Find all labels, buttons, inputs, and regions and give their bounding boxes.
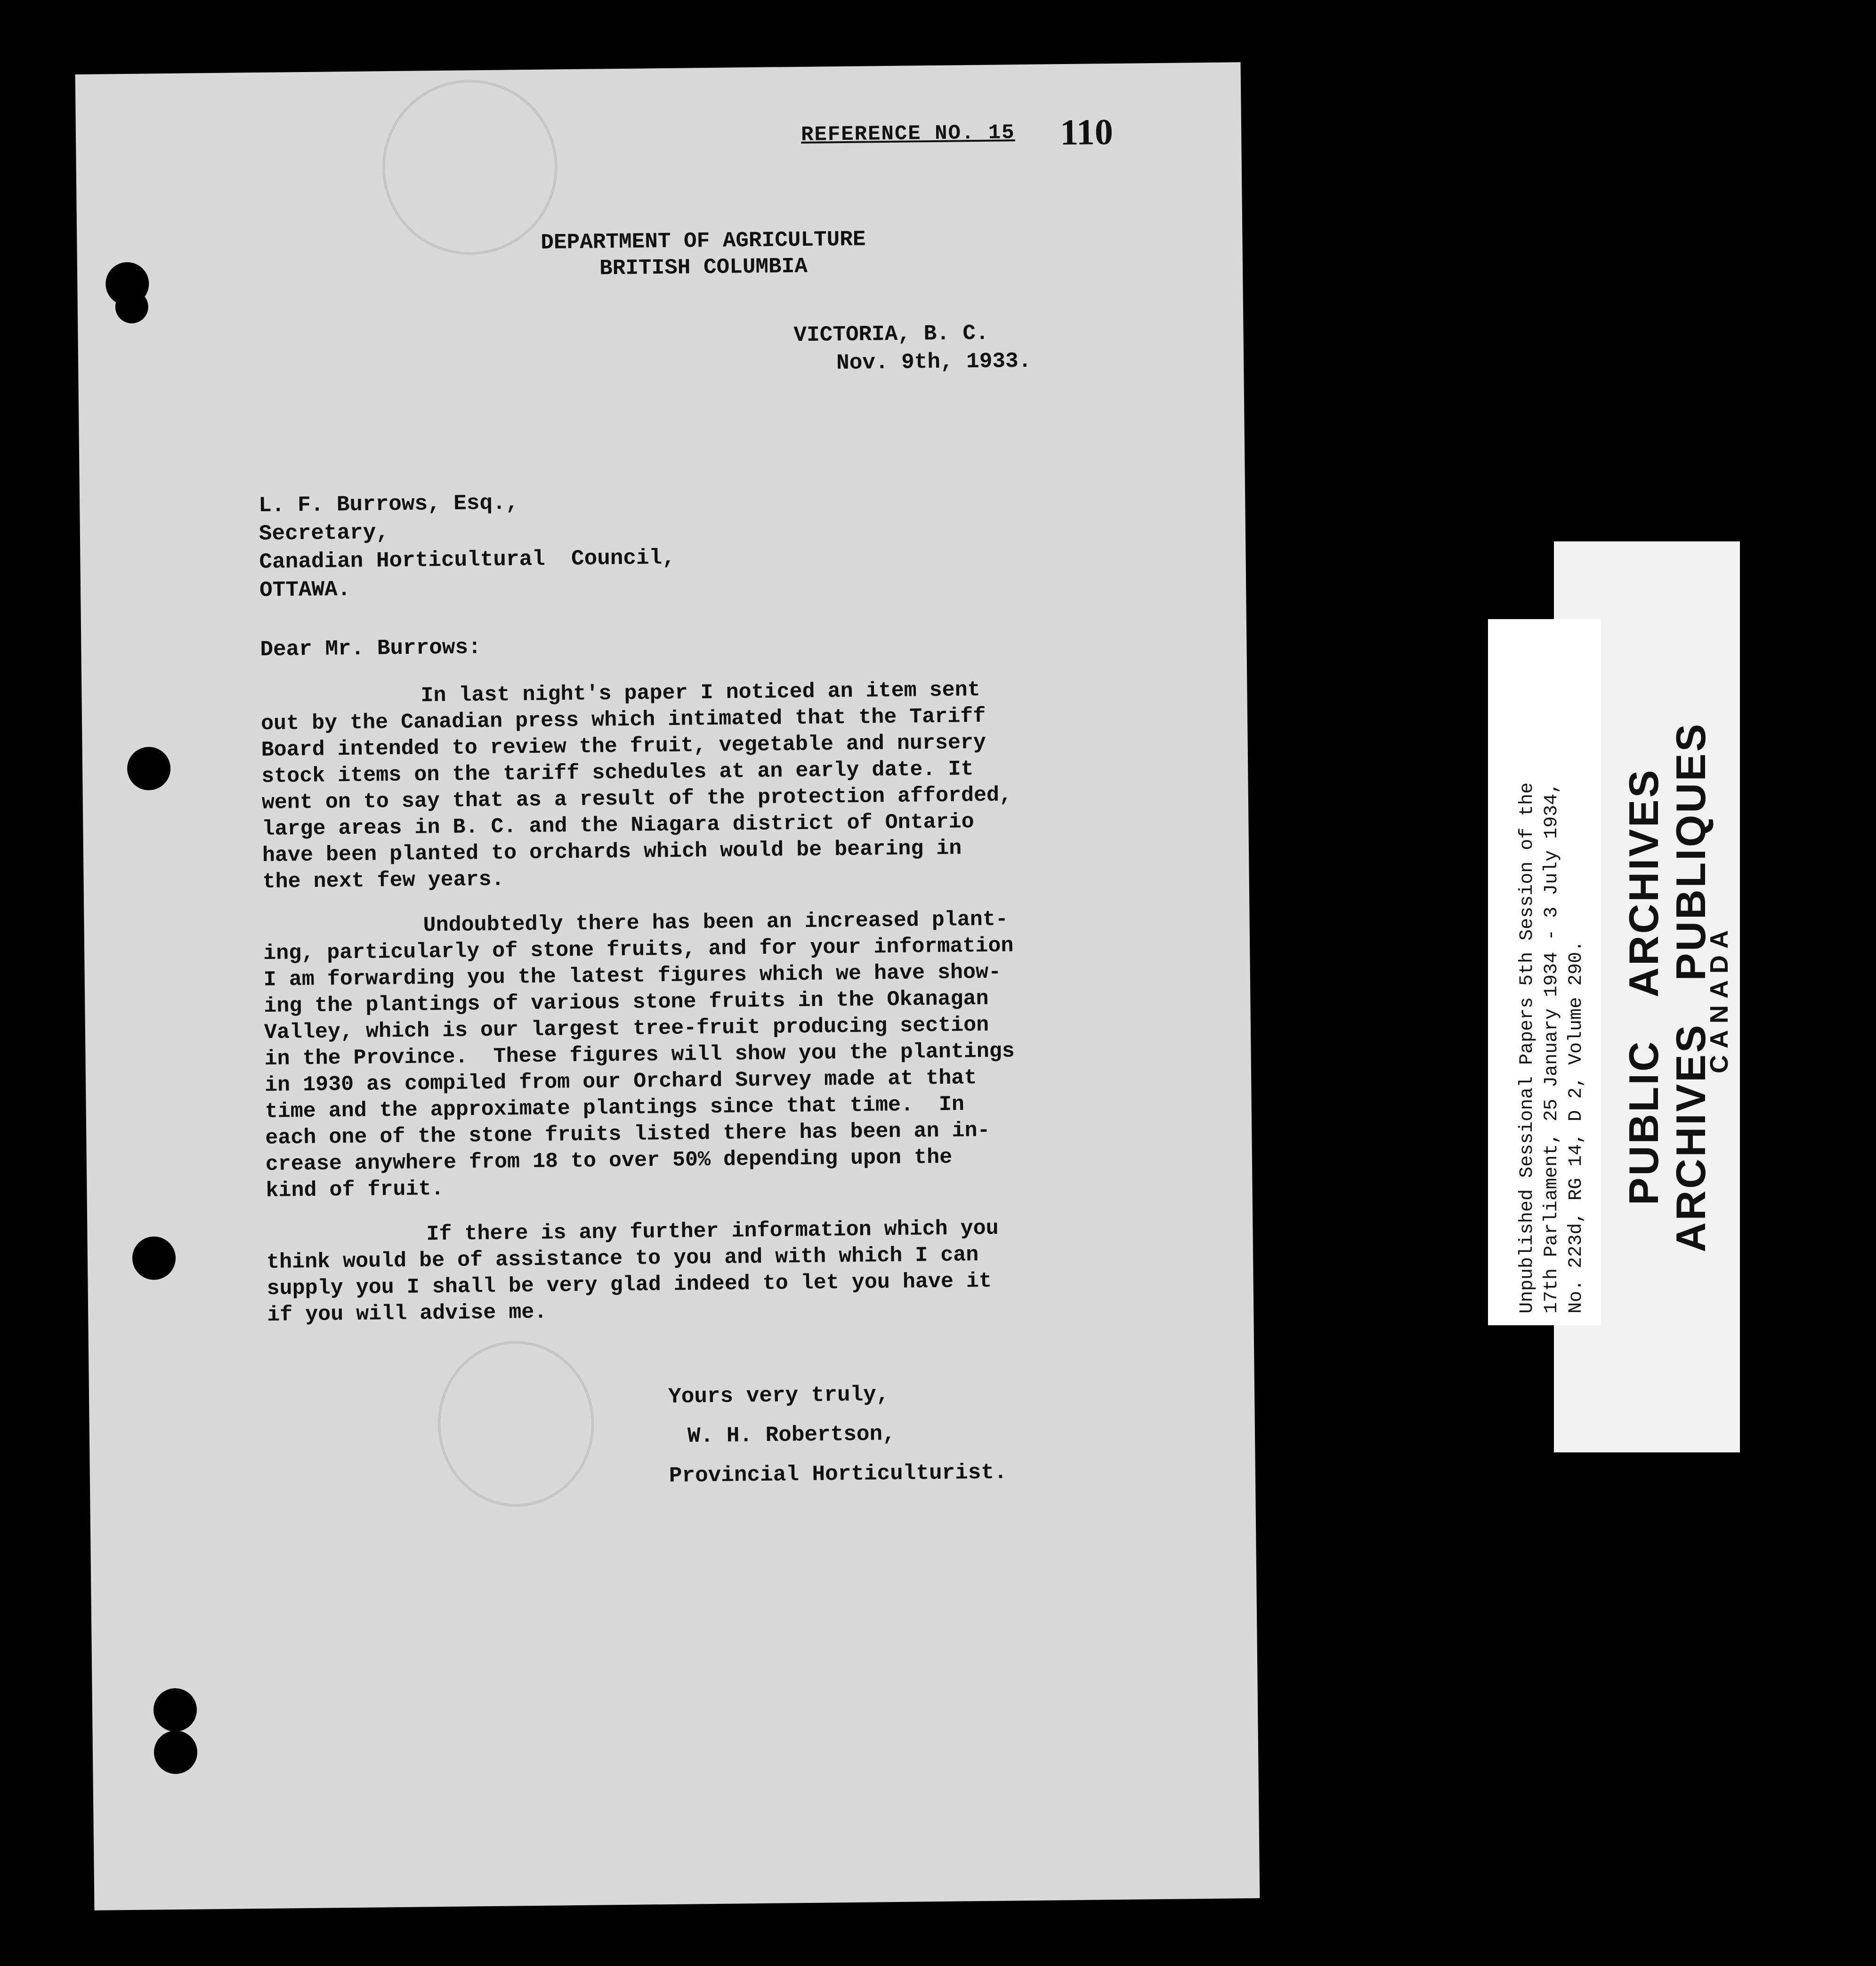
punch-hole xyxy=(154,1731,198,1774)
citation-line: No. 223d, RG 14, D 2, Volume 290. xyxy=(1566,940,1587,1313)
faint-seal-stamp xyxy=(381,79,558,256)
text-line: In last night's paper I noticed an item sent xyxy=(420,678,980,708)
text-line: went on to say that as a result of the protection afforded, xyxy=(261,783,1012,815)
letter-page xyxy=(75,62,1260,1910)
archives-word-fr: ARCHIVES xyxy=(1667,1023,1714,1252)
signature-title: Provincial Horticulturist. xyxy=(669,1460,1007,1489)
country-name: CANADA xyxy=(1705,924,1733,1073)
place-and-date xyxy=(793,319,1031,378)
complimentary-close: Yours very truly, xyxy=(668,1382,889,1410)
paragraph xyxy=(263,905,1123,1204)
text-line: time and the approximate plantings since that time. In xyxy=(265,1092,965,1124)
text-line: have been planted to orchards which would be bearing in xyxy=(262,836,962,868)
text-line: crease anywhere from 18 to over 50% depending upon the xyxy=(265,1145,953,1176)
text-line: ing the plantings of various stone fruits in the Okanagan xyxy=(264,986,989,1018)
faint-seal-stamp xyxy=(437,1340,595,1507)
archive-name-line-1 xyxy=(1620,768,1668,1205)
citation-text xyxy=(1515,782,1589,1313)
paragraph xyxy=(260,676,1120,895)
department-name: DEPARTMENT OF AGRICULTURE xyxy=(541,227,866,255)
signature-name: W. H. Robertson, xyxy=(687,1421,896,1449)
text-line: large areas in B. C. and the Niagara district of Ontario xyxy=(262,810,974,841)
text-line: ing, particularly of stone fruits, and for your information xyxy=(263,934,1014,966)
closing-block xyxy=(668,1374,1007,1496)
text-line: Undoubtedly there has been an increased plant- xyxy=(423,907,1009,938)
citation-line: Unpublished Sessional Papers 5th Session of the xyxy=(1517,782,1538,1313)
text-line: in the Province. These figures will show you the plantings xyxy=(264,1039,1015,1071)
text-line: stock items on the tariff schedules at an early date. It xyxy=(261,757,974,789)
text-line: think would be of assistance to you and with which I can xyxy=(266,1243,979,1274)
province-name: BRITISH COLUMBIA xyxy=(599,254,808,281)
punch-hole xyxy=(115,290,148,323)
punch-hole xyxy=(132,1236,176,1280)
text-line: If there is any further information which you xyxy=(426,1216,999,1247)
paragraph xyxy=(266,1214,1124,1329)
text-line: I am forwarding you the latest figures which we have show- xyxy=(263,960,1002,992)
text-line: Valley, which is our largest tree-fruit producing section xyxy=(264,1013,989,1045)
citation-line: 17th Parliament, 25 January 1934 - 3 July 1934, xyxy=(1541,782,1562,1313)
archives-word-en: ARCHIVES xyxy=(1620,768,1667,998)
text-line: in 1930 as compiled from our Orchard Survey made at that xyxy=(264,1066,977,1097)
place: VICTORIA, B. C. xyxy=(793,321,989,348)
page-number: 110 xyxy=(1059,111,1114,153)
salutation: Dear Mr. Burrows: xyxy=(260,635,481,662)
text-line: out by the Canadian press which intimated that the Tariff xyxy=(260,704,986,736)
punch-hole xyxy=(154,1688,197,1732)
letter-body xyxy=(260,676,1124,1347)
letterhead xyxy=(491,226,915,282)
text-line: supply you I shall be very glad indeed to let you have it xyxy=(267,1269,992,1301)
text-line: if you will advise me. xyxy=(267,1300,547,1327)
text-line: each one of the stone fruits listed there has been an in- xyxy=(265,1118,990,1150)
reference-number: REFERENCE NO. 15 xyxy=(801,121,1015,147)
recipient-address xyxy=(259,487,676,604)
text-line: the next few years. xyxy=(262,867,504,894)
punch-hole xyxy=(127,747,171,790)
public-word: PUBLIC xyxy=(1620,1039,1667,1205)
letter-date: Nov. 9th, 1933. xyxy=(836,348,1032,376)
publiques-word: PUBLIQUES xyxy=(1667,722,1714,981)
address-line: Secretary, xyxy=(259,520,389,547)
address-line: Canadian Horticultural Council, xyxy=(259,545,676,575)
text-line: Board intended to review the fruit, vegetable and nursery xyxy=(261,730,987,763)
address-line: L. F. Burrows, Esq., xyxy=(258,491,519,518)
text-line: kind of fruit. xyxy=(266,1176,444,1203)
address-line: OTTAWA. xyxy=(259,577,351,603)
